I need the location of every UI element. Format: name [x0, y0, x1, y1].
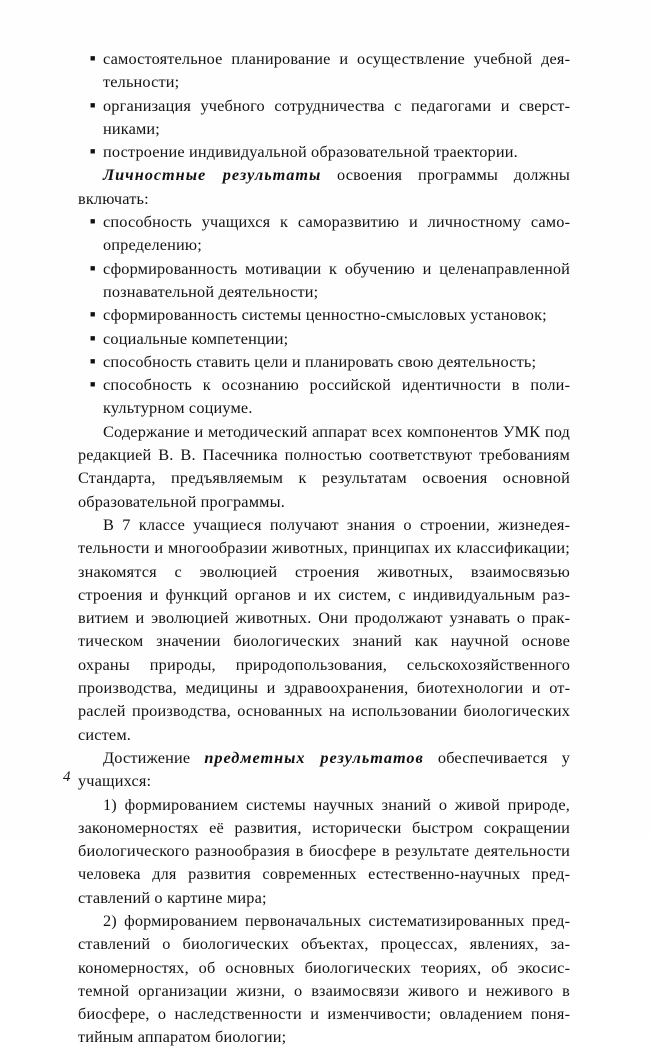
metasubject-results-list	[78, 47, 570, 163]
list-item-label: способность к осознанию российской идентичности в поликультурном социуме.	[103, 375, 570, 418]
list-item	[78, 327, 570, 350]
list-item-label: социальные компетенции;	[103, 328, 289, 348]
grade7-paragraph: В 7 классе учащиеся получают знания о строении, жизнедеятельности и многообразии животных, принципах их классификации; знакомятся с эволюцией строения животных, взаимосвязью строения и функций органов и их систем, с индивидуальным развитием и эволюцией животных. Они продолжают узнавать о практическом значении биологических знаний как научной основе охраны природы, природопользования, сельскохозяйственного производства, медицины и здравоохранения, биотехнологии и отраслей производства, основанных на использовании биологических систем.	[78, 514, 570, 744]
list-item	[78, 140, 570, 163]
list-item	[78, 94, 570, 141]
list-item	[78, 47, 570, 94]
personal-results-lead-rest: освоения программы должны включать:	[78, 165, 570, 208]
personal-results-emphasis: Личностные результаты	[103, 165, 322, 185]
subject-results-lead-after: обеспечивается у учащихся:	[78, 747, 571, 791]
list-item	[78, 210, 570, 257]
list-item-label: способность ставить цели и планировать свою деятельность;	[103, 351, 537, 371]
personal-results-list	[78, 210, 570, 420]
list-item-label: организация учебного сотрудничества с педагогами и сверстниками;	[103, 95, 570, 138]
square-bullet-icon: ■	[90, 262, 96, 273]
list-item	[78, 350, 570, 373]
numbered-item-2: 2) формированием первоначальных систематизированных представлений о биологических объектах, процессах, явлениях, закономерностях, об основных биологических теориях, об экосистемной организации жизни, о взаимосвязи живого и неживого в биосфере, о наследственности и изменчивости; овладением понятийным аппаратом биологии;	[78, 910, 570, 1047]
subject-results-lead-before: Достижение	[103, 747, 205, 767]
square-bullet-icon: ■	[90, 99, 96, 110]
page-number: 4	[63, 769, 71, 785]
numbered-item-1: 1) формированием системы научных знаний о живой природе, закономерностях её развития, исторически быстром сокращении биологического разнообразия в биосфере в результате деятельности человека для развития современных естественно-научных представлений о картине мира;	[78, 794, 570, 907]
list-item	[78, 303, 570, 326]
list-item	[78, 373, 570, 420]
list-item-label: построение индивидуальной образовательной траектории.	[103, 142, 518, 162]
subject-results-emphasis: предметных результатов	[204, 747, 424, 767]
square-bullet-icon: ■	[90, 379, 96, 390]
list-item-label: способность учащихся к саморазвитию и личностному самоопределению;	[103, 212, 570, 255]
square-bullet-icon: ■	[90, 332, 96, 343]
square-bullet-icon: ■	[90, 216, 96, 227]
list-item-label: самостоятельное планирование и осуществление учебной деятельности;	[103, 49, 570, 92]
square-bullet-icon: ■	[90, 355, 96, 366]
square-bullet-icon: ■	[90, 53, 96, 63]
personal-results-lead-paragraph	[78, 163, 570, 210]
list-item	[78, 257, 570, 304]
square-bullet-icon: ■	[90, 146, 96, 157]
umk-paragraph: Содержание и методический аппарат всех компонентов УМК под редакцией В. В. Пасечника полностью соответствуют требованиям Стандарта, предъявляемым к результатам освоения основной образовательной программы.	[78, 421, 570, 511]
list-item-label: сформированность мотивации к обучению и целенаправленной познавательной деятельности;	[103, 258, 570, 301]
list-item-label: сформированность системы ценностно-смысловых установок;	[103, 305, 547, 325]
subject-results-lead-paragraph	[78, 746, 570, 793]
square-bullet-icon: ■	[90, 309, 96, 320]
page-content	[78, 47, 570, 1049]
